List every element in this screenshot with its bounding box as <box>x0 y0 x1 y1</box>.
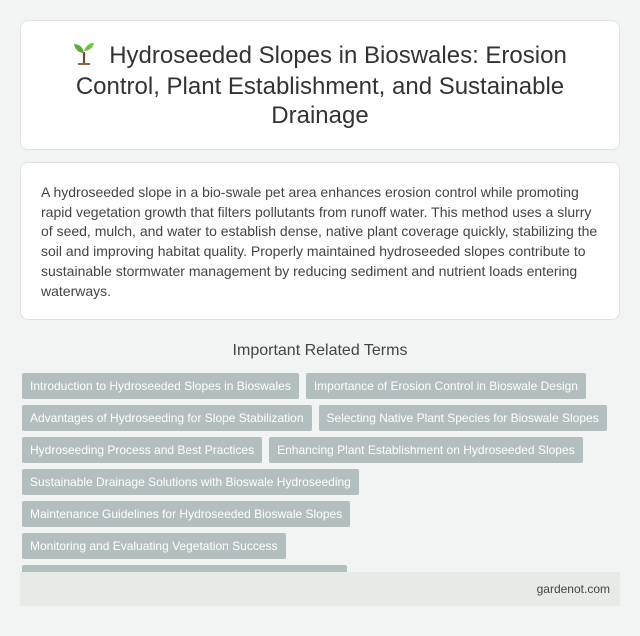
related-terms-heading: Important Related Terms <box>232 342 408 359</box>
page-title-text: Hydroseeded Slopes in Bioswales: Erosion Control, Plant Establishment, and Sustainable Drainage <box>75 41 567 129</box>
related-term-link[interactable]: Advantages of Hydroseeding for Slope Stabilization <box>22 405 312 431</box>
related-term-link[interactable]: Hydroseeding Process and Best Practices <box>22 437 262 463</box>
related-term-link[interactable]: Monitoring and Evaluating Vegetation Success <box>22 533 286 559</box>
description-text: A hydroseeded slope in a bio-swale pet area enhances erosion control while promoting rapid vegetation growth that filters pollutants from runoff water. This method uses a slurry of seed, mulch, and water to establish dense, native plant coverage quickly, stabilizing the soil and improving habitat quality. Properly maintained hydroseeded slopes contribute to sustainable stormwater management by reducing sediment and nutrient loads entering waterways. <box>41 184 598 299</box>
related-term-link[interactable]: Sustainable Drainage Solutions with Bioswale Hydroseeding <box>22 469 359 495</box>
sprout-icon <box>73 41 95 72</box>
related-term-link[interactable]: Maintenance Guidelines for Hydroseeded Bioswale Slopes <box>22 501 350 527</box>
footer-site-link[interactable]: gardenot.com <box>536 582 610 596</box>
related-term-link[interactable]: Importance of Erosion Control in Bioswale Design <box>306 373 586 399</box>
related-term-link[interactable]: Introduction to Hydroseeded Slopes in Bioswales <box>22 373 299 399</box>
related-term-link[interactable]: Selecting Native Plant Species for Bioswale Slopes <box>319 405 607 431</box>
related-term-link[interactable]: Enhancing Plant Establishment on Hydroseeded Slopes <box>269 437 583 463</box>
page-title <box>51 41 589 130</box>
related-terms-list <box>22 373 622 597</box>
title-card <box>20 20 620 150</box>
description-card <box>20 162 620 320</box>
footer <box>20 572 620 606</box>
